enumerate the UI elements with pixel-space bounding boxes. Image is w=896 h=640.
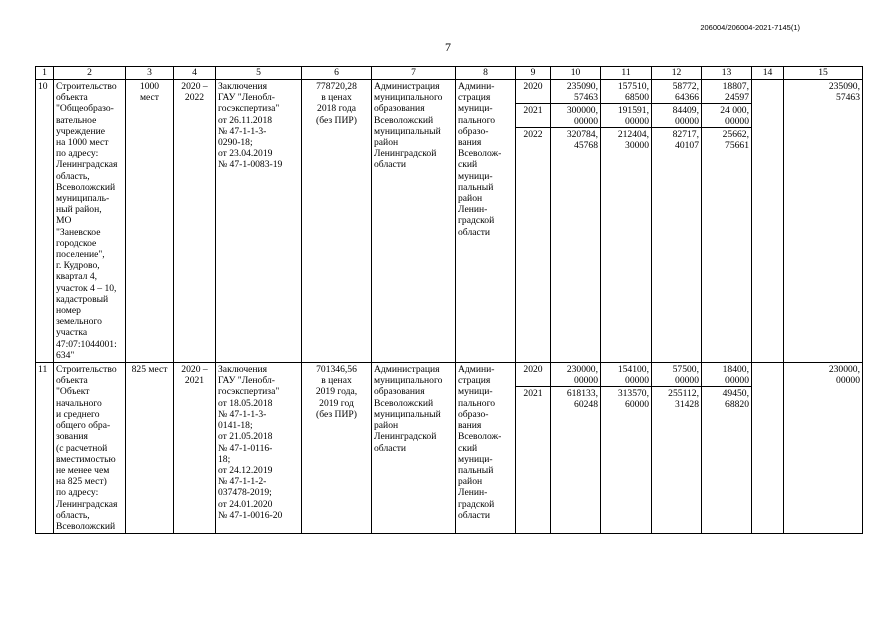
amount-federal-text: 157510, <box>617 81 649 92</box>
object-name-line: ный район, <box>56 204 102 216</box>
header-cell: 1 <box>36 67 54 80</box>
amount-local-entry <box>702 80 751 104</box>
recipient-line: муници- <box>458 453 493 465</box>
year-entry <box>516 104 550 128</box>
year-entry <box>516 387 550 411</box>
recipient-line: вания <box>458 420 482 432</box>
recipient-line: градской <box>458 498 495 510</box>
object-name-line: и среднего <box>56 408 100 420</box>
object-name-line: Всеволожский <box>56 181 116 193</box>
customer-line: Всеволожский <box>374 397 434 409</box>
expertise-line: № 47-1-0116- <box>218 442 273 454</box>
object-name-line: объекта <box>56 92 88 104</box>
expertise-line: № 47-1-0083-19 <box>218 159 283 171</box>
recipient-line: страция <box>458 92 491 104</box>
recipient <box>456 80 516 363</box>
customer-line: район <box>374 137 399 149</box>
amount-total-text: 300000, <box>566 105 598 116</box>
recipient-line: Админи- <box>458 364 495 376</box>
amount-local-entry <box>702 128 751 152</box>
header-cell: 9 <box>516 67 551 80</box>
amount-total-text: 320784, <box>566 129 598 140</box>
recipient-line: градской <box>458 215 495 227</box>
amount-federal-text: 68500 <box>625 92 649 104</box>
capacity-line: 1000 <box>139 81 160 92</box>
object-name-line: муниципаль- <box>56 193 110 205</box>
amount-regional-text: 84409, <box>672 105 699 116</box>
amount-regional-entry <box>652 80 701 104</box>
amount-regional-text: 00000 <box>675 375 699 387</box>
period-line: 2020 – <box>181 364 208 376</box>
capacity-line: мест <box>139 92 160 104</box>
estimated-cost-line: 2018 года <box>317 103 356 115</box>
object-name-line: поселение", <box>56 249 105 261</box>
estimated-cost <box>302 363 372 534</box>
object-name-line: "Заневское <box>56 226 101 238</box>
row-number: 10 <box>36 80 54 363</box>
estimated-cost-line: в ценах <box>321 375 352 387</box>
amount-local-text: 25662, <box>722 129 749 140</box>
document-id: 206004/206004-2021-7145(1) <box>700 23 800 32</box>
estimated-cost <box>302 80 372 363</box>
expertise-line: от 18.05.2018 <box>218 397 273 409</box>
year-text: 2022 <box>523 129 543 140</box>
capacity <box>126 80 174 363</box>
recipient-line: муници- <box>458 386 493 398</box>
period-line: 2021 <box>184 375 205 387</box>
object-name-line: область, <box>56 509 90 521</box>
amount-regional <box>652 363 702 534</box>
object-name-line: начального <box>56 397 102 409</box>
amount-total <box>551 80 601 363</box>
header-cell: 2 <box>54 67 126 80</box>
object-name-line: (с расчетной <box>56 442 108 454</box>
amount-regional-entry <box>652 128 701 152</box>
estimated-cost-line: 701346,56 <box>316 364 357 376</box>
amount-total-text: 230000, <box>566 364 598 376</box>
header-cell: 12 <box>652 67 702 80</box>
recipient-line: Всеволож- <box>458 431 502 443</box>
amount-total-entry <box>551 104 600 128</box>
investment-table <box>35 66 863 534</box>
year-text: 2021 <box>523 388 543 400</box>
customer-line: Ленинградской <box>374 148 437 160</box>
object-name-line: Строительство <box>56 81 117 92</box>
object-name-line: Ленинградская <box>56 498 118 510</box>
capacity-line: 825 мест <box>131 364 168 376</box>
expertise-line: от 24.01.2020 <box>218 498 273 510</box>
amount-total-entry <box>551 363 600 387</box>
customer-line: образования <box>374 386 425 398</box>
customer-line: Ленинградской <box>374 431 437 443</box>
amount-regional-entry <box>652 387 701 411</box>
expertise-line: от 24.12.2019 <box>218 464 273 476</box>
expertise-line: Заключения <box>218 81 268 92</box>
recipient-line: ский <box>458 442 478 454</box>
capacity <box>126 363 174 534</box>
amount-federal-text: 154100, <box>617 364 649 376</box>
amount-federal-entry <box>601 363 651 387</box>
object-name-line: городское <box>56 237 97 249</box>
amount-local-text: 68820 <box>725 399 749 411</box>
object-name-line: Ленинградская <box>56 159 118 171</box>
recipient-line: ский <box>458 159 478 171</box>
header-cell: 15 <box>784 67 863 80</box>
amount-total-text: 45768 <box>574 140 598 152</box>
amount-summary-line: 235090, <box>828 81 860 92</box>
amount-regional-text: 57500, <box>672 364 699 376</box>
header-cell: 6 <box>302 67 372 80</box>
amount-total-entry <box>551 387 600 411</box>
table-row <box>36 80 863 363</box>
amount-local-text: 24597 <box>725 92 749 104</box>
amount-federal-entry <box>601 80 651 104</box>
expertise-line: 0141-18; <box>218 420 253 432</box>
period-line: 2020 – <box>181 81 208 92</box>
amount-total-entry <box>551 80 600 104</box>
object-name-line: квартал 4, <box>56 271 98 283</box>
amount-local-text: 18807, <box>722 81 749 92</box>
recipient-line: страция <box>458 375 491 387</box>
customer-line: муниципальный <box>374 408 441 420</box>
amount-local-text: 18400, <box>722 364 749 376</box>
object-name-line: на 1000 мест <box>56 137 109 149</box>
object-name-line: г. Кудрово, <box>56 260 100 272</box>
object-name-line: учреждение <box>56 125 105 137</box>
object-name-line: Строительство <box>56 364 117 376</box>
object-name <box>54 80 126 363</box>
year-text: 2021 <box>523 105 543 116</box>
object-name-line: по адресу: <box>56 487 99 499</box>
recipient-line: области <box>458 226 491 238</box>
amount-federal-text: 60000 <box>625 399 649 411</box>
amount-regional-entry <box>652 104 701 128</box>
object-name-line: "Общеобразо- <box>56 103 114 115</box>
customer <box>372 363 456 534</box>
recipient-line: Ленин- <box>458 487 488 499</box>
amount-regional-text: 00000 <box>675 116 699 128</box>
expertise-line: от 21.05.2018 <box>218 431 273 443</box>
amount-local-text: 49450, <box>722 388 749 400</box>
amount-federal-text: 313570, <box>617 388 649 400</box>
estimated-cost-line: 2019 года, <box>315 386 358 398</box>
expertise-line: 037478-2019; <box>218 487 272 499</box>
expertise-line: № 47-1-1-3- <box>218 408 267 420</box>
estimated-cost-line: в ценах <box>321 92 352 104</box>
customer-line: области <box>374 159 407 171</box>
recipient-line: муници- <box>458 103 493 115</box>
object-name-line: не менее чем <box>56 464 110 476</box>
amount-regional <box>652 80 702 363</box>
recipient-line: муници- <box>458 170 493 182</box>
customer-line: Администрация <box>374 364 440 376</box>
amount-summary-line: 230000, <box>828 364 860 376</box>
header-cell: 4 <box>174 67 216 80</box>
amount-federal-entry <box>601 387 651 411</box>
header-cell: 5 <box>216 67 302 80</box>
recipient-line: образо- <box>458 125 489 137</box>
object-name-line: МО <box>56 215 72 227</box>
estimated-cost-line: 778720,28 <box>316 81 357 92</box>
customer-line: области <box>374 442 407 454</box>
expertise-line: 0290-18; <box>218 137 253 149</box>
recipient-line: Всеволож- <box>458 148 502 160</box>
amount-federal-text: 00000 <box>625 375 649 387</box>
object-name-line: на 825 мест) <box>56 476 107 488</box>
object-name-line: вательное <box>56 114 97 126</box>
header-cell: 11 <box>601 67 652 80</box>
period-line: 2022 <box>184 92 205 104</box>
period <box>174 80 216 363</box>
expertise <box>216 363 302 534</box>
object-name-line: кадастровый <box>56 293 109 305</box>
expertise-line: госэкспертиза" <box>218 386 280 398</box>
object-name-line: зования <box>56 431 88 443</box>
header-row <box>36 67 863 80</box>
expertise-line: ГАУ "Ленобл- <box>218 92 275 104</box>
expertise <box>216 80 302 363</box>
recipient-line: район <box>458 476 483 488</box>
year-text: 2020 <box>523 364 543 376</box>
object-name-line: номер <box>56 305 81 317</box>
year-entry <box>516 80 550 104</box>
amount-local-entry <box>702 104 751 128</box>
table-row <box>36 363 863 534</box>
amount-regional-text: 58772, <box>672 81 699 92</box>
customer-line: муниципальный <box>374 125 441 137</box>
amount-total-text: 60248 <box>574 399 598 411</box>
expertise-line: от 26.11.2018 <box>218 114 273 126</box>
object-name-line: "Объект <box>56 386 90 398</box>
object-name-line: Всеволожский <box>56 520 116 532</box>
amount-total-text: 618133, <box>566 388 598 400</box>
recipient-line: пальный <box>458 464 494 476</box>
customer-line: Всеволожский <box>374 114 434 126</box>
expertise-line: от 23.04.2019 <box>218 148 273 160</box>
amount-summary <box>784 80 863 363</box>
amount-local <box>702 80 752 363</box>
object-name-line: по адресу: <box>56 148 99 160</box>
customer-line: район <box>374 420 399 432</box>
customer-line: муниципального <box>374 92 443 104</box>
amount-federal-text: 191591, <box>617 105 649 116</box>
object-name-line: участка <box>56 327 88 339</box>
header-cell: 8 <box>456 67 516 80</box>
object-name-line: область, <box>56 170 90 182</box>
object-name-line: общего обра- <box>56 420 111 432</box>
amount-total-text: 00000 <box>574 375 598 387</box>
object-name-line: объекта <box>56 375 88 387</box>
amount-federal-entry <box>601 128 651 152</box>
year <box>516 363 551 534</box>
amount-local-text: 00000 <box>725 116 749 128</box>
amount-federal-text: 00000 <box>625 116 649 128</box>
amount-local-text: 24 000, <box>720 105 749 116</box>
expertise-line: № 47-1-0016-20 <box>218 509 283 521</box>
customer-line: муниципального <box>374 375 443 387</box>
customer-line: Администрация <box>374 81 440 92</box>
object-name-line: 634" <box>56 349 75 361</box>
amount-summary-line: 00000 <box>836 375 860 387</box>
amount-federal <box>601 80 652 363</box>
amount-local <box>702 363 752 534</box>
amount-local-text: 75661 <box>725 140 749 152</box>
amount-summary <box>784 363 863 534</box>
amount-total-text: 00000 <box>574 116 598 128</box>
object-name-line: земельного <box>56 316 102 328</box>
row-number: 11 <box>36 363 54 534</box>
expertise-line: № 47-1-1-2- <box>218 476 267 488</box>
recipient-line: пального <box>458 114 496 126</box>
customer-line: образования <box>374 103 425 115</box>
expertise-line: ГАУ "Ленобл- <box>218 375 275 387</box>
object-name-line: участок 4 – 10, <box>56 282 117 294</box>
recipient-line: пального <box>458 397 496 409</box>
amount-total-text: 235090, <box>566 81 598 92</box>
page-number: 7 <box>445 40 451 54</box>
period <box>174 363 216 534</box>
amount-federal-text: 30000 <box>625 140 649 152</box>
amount-regional-text: 255112, <box>668 388 699 400</box>
amount-local-entry <box>702 363 751 387</box>
estimated-cost-line: (без ПИР) <box>316 114 357 126</box>
amount-regional-text: 40107 <box>675 140 699 152</box>
recipient-line: вания <box>458 137 482 149</box>
header-cell: 13 <box>702 67 752 80</box>
expertise-line: госэкспертиза" <box>218 103 280 115</box>
object-name <box>54 363 126 534</box>
recipient-line: район <box>458 193 483 205</box>
amount-total-text: 57463 <box>574 92 598 104</box>
amount-total-entry <box>551 128 600 152</box>
expertise-line: 18; <box>218 453 231 465</box>
estimated-cost-line: 2019 год <box>319 397 354 409</box>
header-cell: 10 <box>551 67 601 80</box>
customer <box>372 80 456 363</box>
amount-regional-text: 82717, <box>672 129 699 140</box>
object-name-line: 47:07:1044001: <box>56 338 117 350</box>
year-text: 2020 <box>523 81 543 92</box>
amount-local-entry <box>702 387 751 411</box>
amount-other <box>752 80 784 363</box>
amount-federal <box>601 363 652 534</box>
amount-regional-entry <box>652 363 701 387</box>
recipient-line: пальный <box>458 181 494 193</box>
year-entry <box>516 363 550 387</box>
amount-regional-text: 64366 <box>675 92 699 104</box>
recipient-line: Админи- <box>458 81 495 92</box>
expertise-line: № 47-1-1-3- <box>218 125 267 137</box>
recipient <box>456 363 516 534</box>
amount-federal-text: 212404, <box>617 129 649 140</box>
recipient-line: Ленин- <box>458 204 488 216</box>
amount-local-text: 00000 <box>725 375 749 387</box>
year-entry <box>516 128 550 152</box>
amount-federal-entry <box>601 104 651 128</box>
recipient-line: области <box>458 509 491 521</box>
header-cell: 7 <box>372 67 456 80</box>
recipient-line: образо- <box>458 408 489 420</box>
object-name-line: вместимостью <box>56 453 116 465</box>
estimated-cost-line: (без ПИР) <box>316 408 357 420</box>
header-cell: 3 <box>126 67 174 80</box>
year <box>516 80 551 363</box>
amount-other <box>752 363 784 534</box>
amount-total <box>551 363 601 534</box>
amount-summary-line: 57463 <box>836 92 860 104</box>
header-cell: 14 <box>752 67 784 80</box>
amount-regional-text: 31428 <box>675 399 699 411</box>
expertise-line: Заключения <box>218 364 268 376</box>
